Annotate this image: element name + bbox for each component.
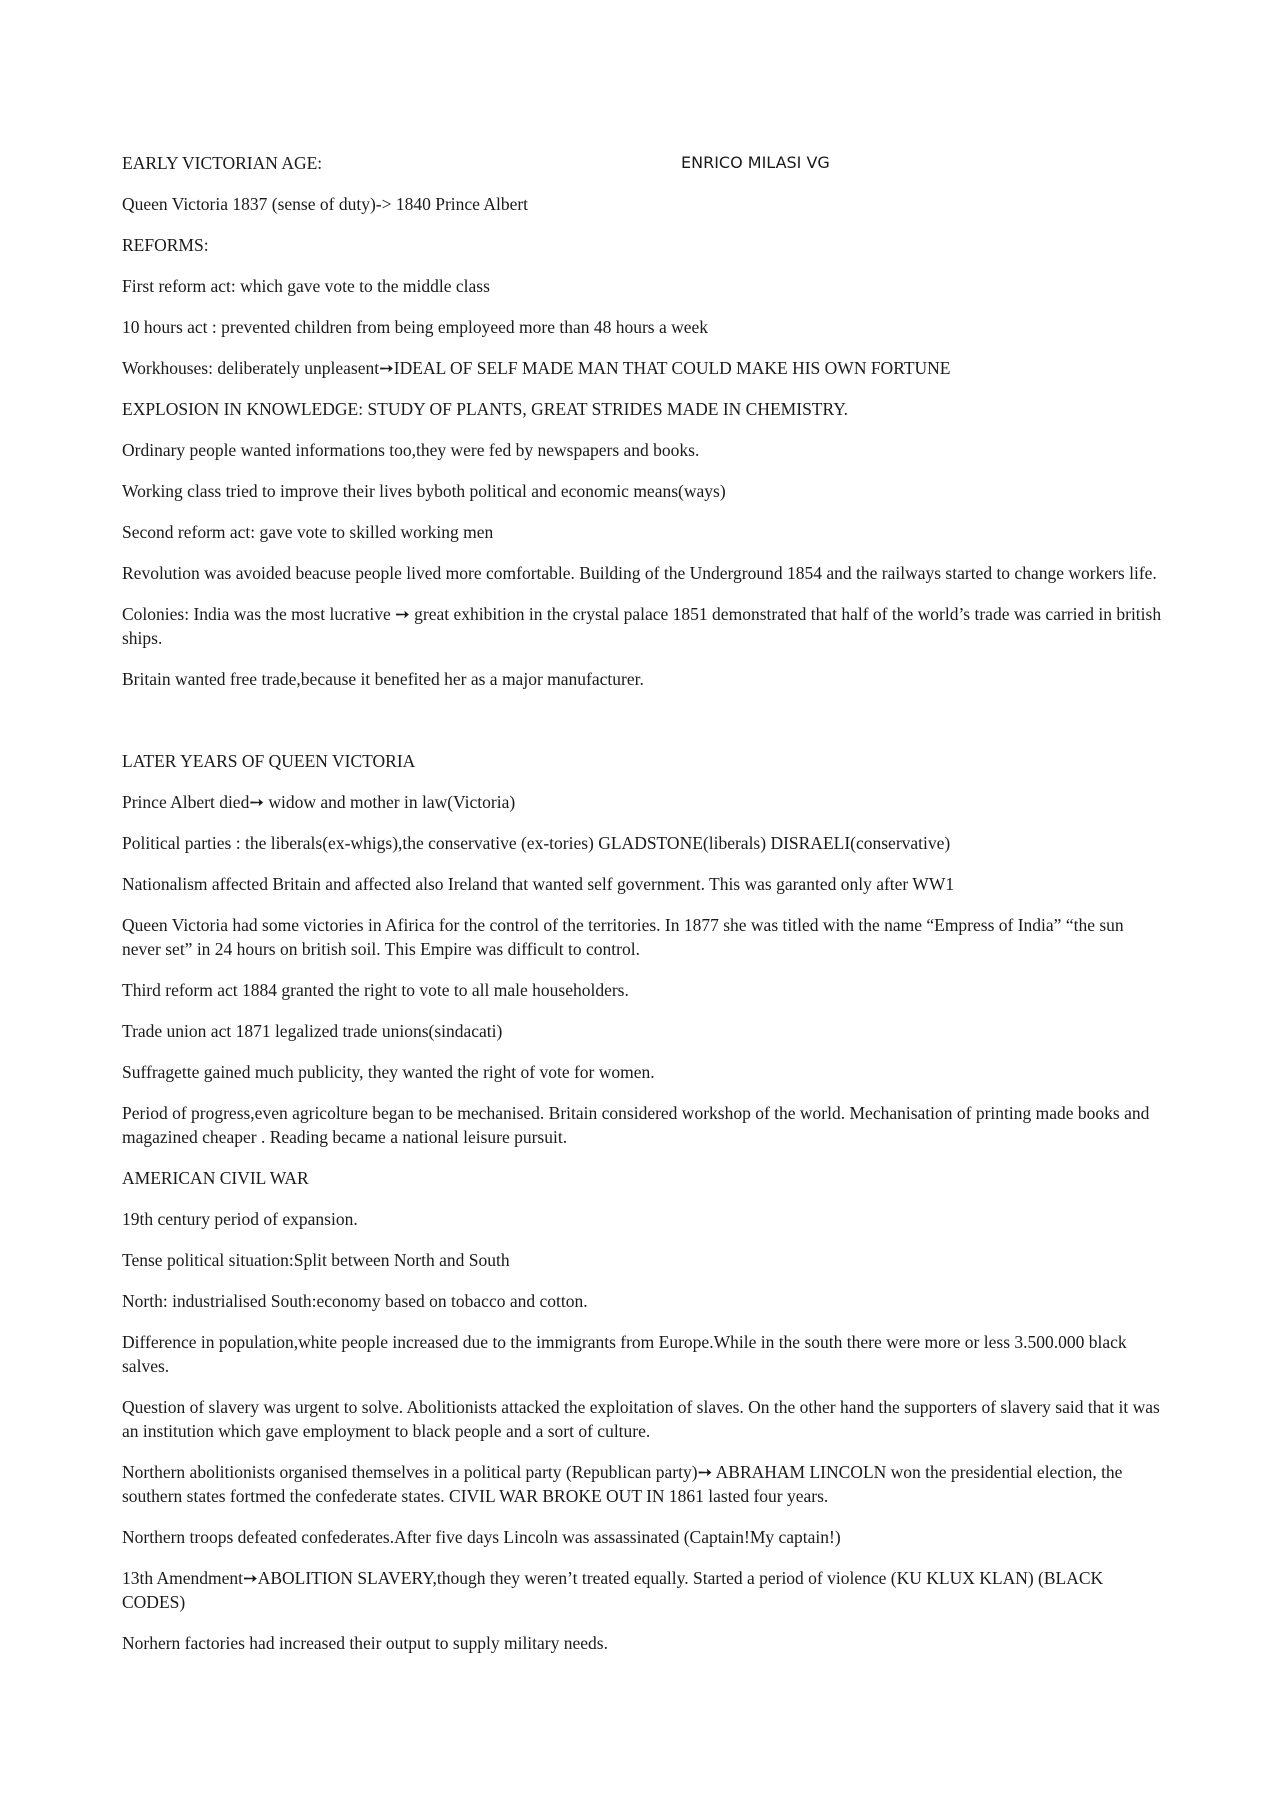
paragraph-second-reform-act: Second reform act: gave vote to skilled working men — [122, 522, 494, 542]
section-spacer — [122, 708, 1162, 749]
paragraph-empress-of-india: Queen Victoria had some victories in Afirica for the control of the territories. In 1877 she was titled with the name “Empress of India” “the sun never set” in 24 hours on british soil. This Empire was difficult to control. — [122, 915, 1124, 959]
paragraph-tense-situation: Tense political situation:Split between North and South — [122, 1250, 510, 1270]
paragraph-nationalism: Nationalism affected Britain and affected also Ireland that wanted self government. This was garanted only after WW1 — [122, 874, 955, 894]
author-name: ENRICO MILASI VG — [681, 153, 830, 172]
paragraph-free-trade: Britain wanted free trade,because it benefited her as a major manufacturer. — [122, 669, 644, 689]
paragraph-slavery-question: Question of slavery was urgent to solve. Abolitionists attacked the exploitation of slaves. On the other hand the supporters of slavery said that it was an institution which gave employment to black people and a sort of culture. — [122, 1397, 1160, 1441]
paragraph-third-reform-act: Third reform act 1884 granted the right to vote to all male householders. — [122, 980, 629, 1000]
paragraph-colonies: Colonies: India was the most lucrative ➙ great exhibition in the crystal palace 1851 demonstrated that half of the world’s trade was carried in british ships. — [122, 604, 1162, 648]
paragraph-revolution-avoided: Revolution was avoided beacuse people lived more comfortable. Building of the Underground 1854 and the railways started to change workers life. — [122, 563, 1157, 583]
paragraph-prince-albert-died: Prince Albert died➙ widow and mother in law(Victoria) — [122, 792, 516, 812]
paragraph-queen-victoria: Queen Victoria 1837 (sense of duty)-> 1840 Prince Albert — [122, 194, 529, 214]
paragraph-ordinary-people: Ordinary people wanted informations too,they were fed by newspapers and books. — [122, 440, 700, 460]
paragraph-ten-hours-act: 10 hours act : prevented children from being employeed more than 48 hours a week — [122, 317, 709, 337]
reforms-heading: REFORMS: — [122, 235, 209, 255]
paragraph-population: Difference in population,white people increased due to the immigrants from Europe.While in the south there were more or less 3.500.000 black salves. — [122, 1332, 1127, 1376]
american-civil-war-heading: AMERICAN CIVIL WAR — [122, 1168, 309, 1188]
header-row — [122, 151, 1162, 175]
paragraph-northern-factories: Norhern factories had increased their output to supply military needs. — [122, 1633, 608, 1653]
paragraph-abolitionists-lincoln: Northern abolitionists organised themselves in a political party (Republican party)➙ ABRAHAM LINCOLN won the presidential election, the southern states fortmed the confederate states. CIVIL WAR BROKE OUT IN 1861 lasted four years. — [122, 1462, 1123, 1506]
paragraph-working-class: Working class tried to improve their lives byboth political and economic means(ways) — [122, 481, 726, 501]
later-years-heading: LATER YEARS OF QUEEN VICTORIA — [122, 751, 416, 771]
paragraph-political-parties: Political parties : the liberals(ex-whigs),the conservative (ex-tories) GLADSTONE(liberals) DISRAELI(conservative) — [122, 833, 951, 853]
paragraph-first-reform-act: First reform act: which gave vote to the middle class — [122, 276, 490, 296]
paragraph-expansion: 19th century period of expansion. — [122, 1209, 358, 1229]
paragraph-workhouses: Workhouses: deliberately unpleasent➙IDEAL OF SELF MADE MAN THAT COULD MAKE HIS OWN FORTUNE — [122, 358, 951, 378]
paragraph-13th-amendment: 13th Amendment➙ABOLITION SLAVERY,though they weren’t treated equally. Started a period of violence (KU KLUX KLAN) (BLACK CODES) — [122, 1568, 1104, 1612]
paragraph-explosion-knowledge: EXPLOSION IN KNOWLEDGE: STUDY OF PLANTS, GREAT STRIDES MADE IN CHEMISTRY. — [122, 399, 848, 419]
document-body — [122, 151, 1162, 1672]
paragraph-suffragette: Suffragette gained much publicity, they wanted the right of vote for women. — [122, 1062, 655, 1082]
paragraph-trade-union-act: Trade union act 1871 legalized trade unions(sindacati) — [122, 1021, 503, 1041]
paragraph-period-of-progress: Period of progress,even agricolture began to be mechanised. Britain considered workshop of the world. Mechanisation of printing made books and magazined cheaper . Reading became a national leisure pursuit. — [122, 1103, 1150, 1147]
paragraph-north-south: North: industrialised South:economy based on tobacco and cotton. — [122, 1291, 588, 1311]
document-title: EARLY VICTORIAN AGE: — [122, 153, 323, 173]
paragraph-lincoln-assassinated: Northern troops defeated confederates.After five days Lincoln was assassinated (Captain!My captain!) — [122, 1527, 841, 1547]
